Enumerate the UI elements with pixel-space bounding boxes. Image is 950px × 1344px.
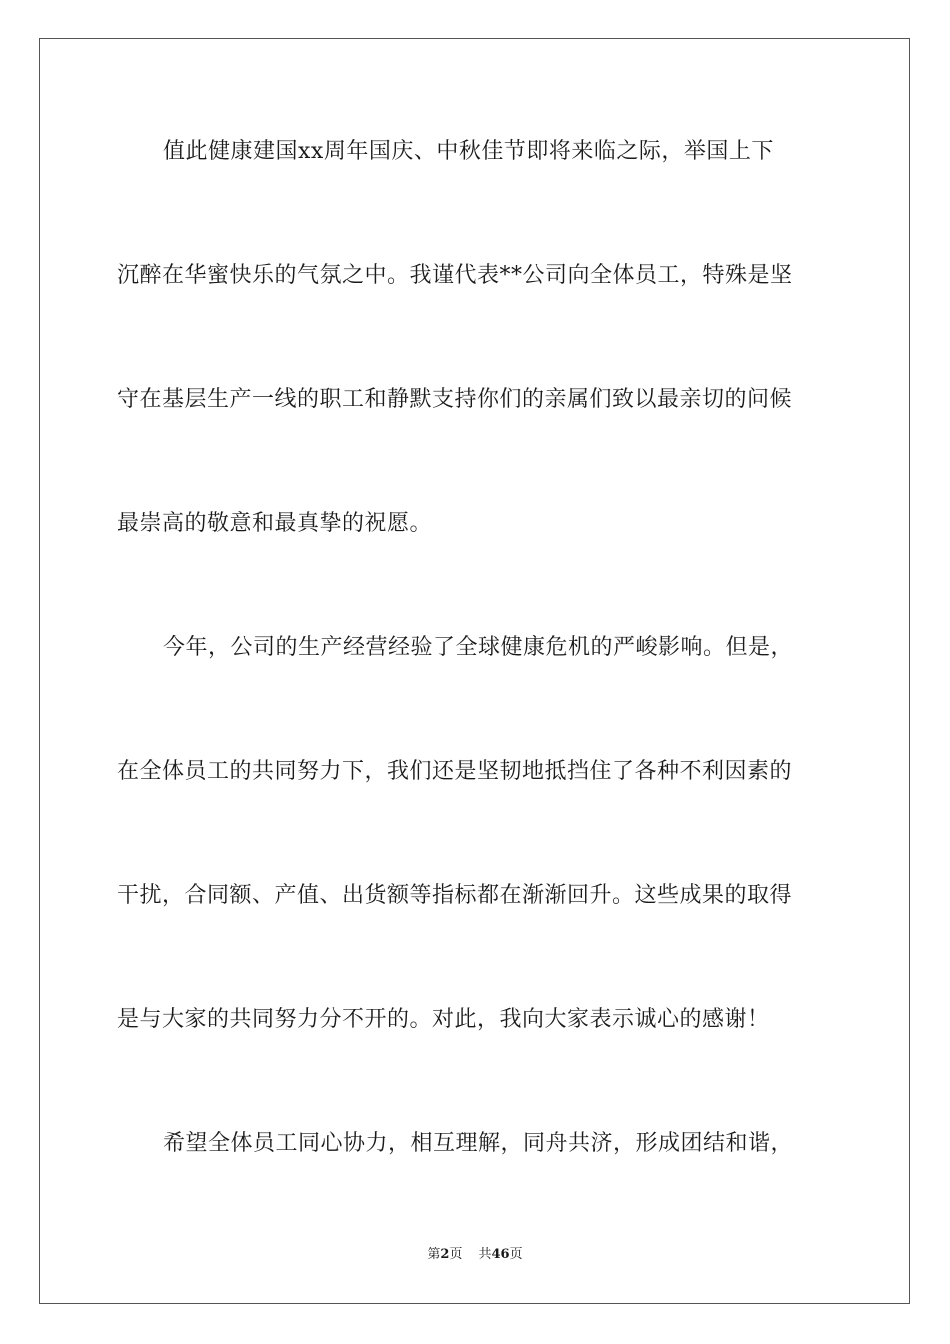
- paragraph-1-line-4: 最崇高的敬意和最真挚的祝愿。: [117, 511, 433, 536]
- total-prefix: 共: [478, 1247, 492, 1262]
- current-page-number: 2: [440, 1247, 450, 1262]
- page-frame: [39, 38, 910, 1304]
- total-page-count: 46: [491, 1247, 510, 1262]
- paragraph-2-line-3: 干扰，合同额、产值、出货额等指标都在渐渐回升。这些成果的取得: [117, 883, 793, 908]
- paragraph-1-line-2: 沉醉在华蜜快乐的气氛之中。我谨代表**公司向全体员工，特殊是坚: [117, 263, 793, 288]
- page-footer: [0, 1246, 950, 1264]
- page-mid: 页: [449, 1247, 463, 1262]
- paragraph-1-line-3: 守在基层生产一线的职工和静默支持你们的亲属们致以最亲切的问候: [117, 387, 793, 412]
- paragraph-2-line-2: 在全体员工的共同努力下，我们还是坚韧地抵挡住了各种不利因素的: [117, 759, 793, 784]
- paragraph-3-line-1: 希望全体员工同心协力，相互理解，同舟共济，形成团结和谐，: [163, 1131, 794, 1156]
- paragraph-2-line-4: 是与大家的共同努力分不开的。对此，我向大家表示诚心的感谢！: [117, 1007, 770, 1032]
- page-prefix: 第: [427, 1247, 441, 1262]
- paragraph-1-line-1: 值此健康建国xx周年国庆、中秋佳节即将来临之际，举国上下: [163, 139, 774, 164]
- paragraph-2-line-1: 今年，公司的生产经营经验了全球健康危机的严峻影响。但是，: [163, 635, 794, 660]
- total-suffix: 页: [509, 1247, 523, 1262]
